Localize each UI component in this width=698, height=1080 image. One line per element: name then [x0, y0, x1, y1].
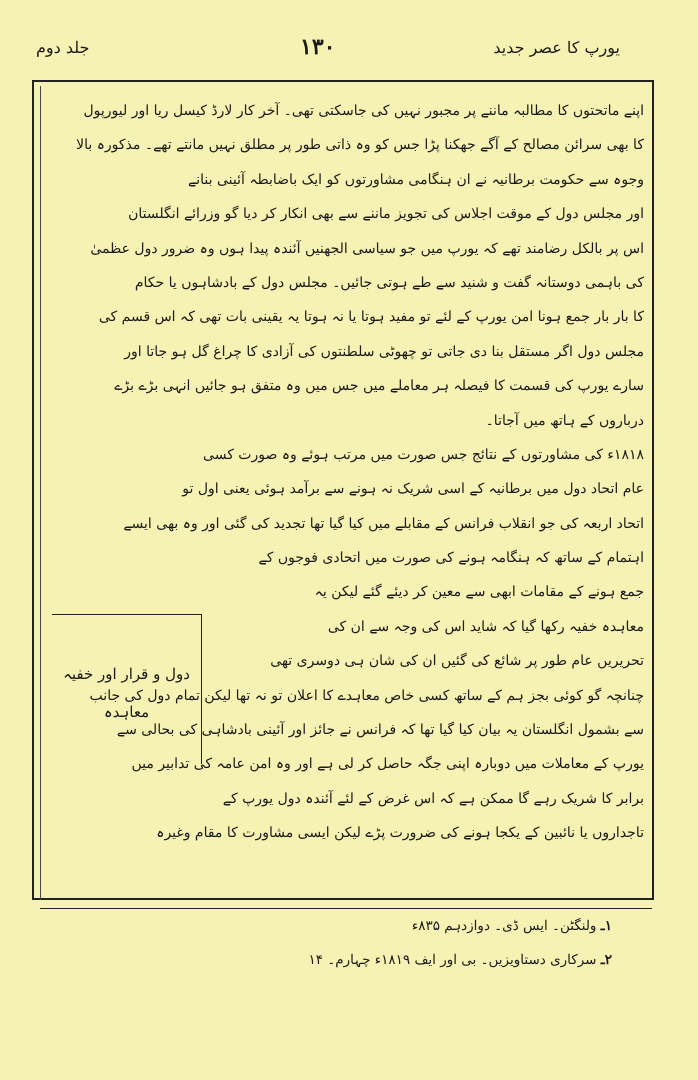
text-line: مجلس دول اگر مستقل بنا دی جاتی تو چھوٹی سلطنتوں کی آزادی کا چراغ گل ہو جاتا اور [124, 343, 644, 360]
text-line: سے بشمول انگلستان یہ بیان کیا گیا تھا کہ فرانس نے جائز اور آئینی بادشاہی کی بحالی سے [116, 722, 644, 739]
text-line: سارے یورپ کی قسمت کا فیصلہ ہر معاملے میں جس میں وہ متفق ہو جائیں انہی بڑے بڑے [114, 378, 644, 395]
footnote [40, 943, 652, 977]
footnote-mark: ۱ـ [600, 918, 612, 934]
text-line: اس پر بالکل رضامند تھے کہ یورپ میں جو سیاسی الجھنیں آئندہ پیدا ہوں وہ ضرور دول عظمیٰ [90, 240, 644, 257]
text-line: تاجداروں یا نائبین کے یکجا ہونے کی ضرورت پڑے لیکن ایسی مشاورت کا مقام وغیرہ [156, 825, 644, 842]
text-line: کا بھی سرائن مصالح کے آگے جھکنا پڑا جس کو وہ ذاتی طور پر مطلق نہیں مانتے تھے۔ مذکورہ بالا [76, 137, 644, 154]
text-line: اپنے ماتحتوں کا مطالبہ ماننے پر مجبور نہیں کی جاسکتی تھی۔ آخر کار لارڈ کیسل ریا اور لیورپول [83, 103, 644, 119]
text-line: وجوہ سے حکومت برطانیہ نے ان ہنگامی مشاورتوں کو ایک باضابطہ آئینی بنانے [188, 171, 644, 188]
book-title: یورپ کا عصر جدید [493, 38, 620, 57]
text-line: درباروں کے ہاتھ میں آجاتا۔ [485, 412, 644, 429]
footnote-mark: ۲ـ [600, 952, 612, 968]
volume-label: جلد دوم [36, 38, 90, 57]
footnotes [40, 908, 652, 989]
marginal-note [52, 614, 202, 764]
text-line: کا بار بار جمع ہونا امن یورپ کے لئے تو مفید ہوتا یا نہ ہوتا یہ یقینی بات تھی کہ اس قسم کی [98, 309, 644, 326]
text-line: اتحاد اربعہ کی جو انقلاب فرانس کے مقابلے میں کیا گیا تھا تجدید کی گئی اور وہ بھی ایسے [123, 515, 644, 532]
text-line: اہتمام کے ساتھ کہ ہنگامہ ہونے کی صورت میں اتحادی فوجوں کے [258, 550, 644, 567]
footnote [40, 909, 652, 943]
text-line: معاہدہ خفیہ رکھا گیا کہ شاید اس کی وجہ سے ان کی [327, 618, 644, 635]
text-line: یورپ کے معاملات میں دوبارہ اپنی جگہ حاصل کر لی ہے اور وہ امن عامہ کی تدابیر میں [131, 756, 644, 773]
text-line: برابر کا شریک رہے گا ممکن ہے کہ اس غرض کے لئے آئندہ دول یورپ کے [222, 790, 644, 807]
page-header [0, 34, 698, 68]
text-line: اور مجلس دول کے موقت اجلاس کی تجویز ماننے سے بھی انکار کر دیا گو وزرائے انگلستان [128, 206, 644, 223]
footnote-text: ولنگٹن۔ ایس ڈی۔ دوازدہم ۸۳۵ء [411, 918, 597, 934]
text-line: کی باہمی دوستانہ گفت و شنید سے طے ہوتی جائیں۔ مجلس دول کے بادشاہوں یا حکام [134, 274, 644, 291]
marginal-note-line: معاہدہ [103, 703, 150, 721]
text-line: چنانچہ گو کوئی بجز ہم کے ساتھ کسی خاص معاہدے کا اعلان تو نہ تھا لیکن تمام دول کی جانب [89, 687, 644, 704]
text-line: ۱۸۱۸ء کی مشاورتوں کے نتائج جس صورت میں مرتب ہوئے وہ صورت کسی [203, 446, 644, 463]
text-line: تحریریں عام طور پر شائع کی گئیں ان کی شان ہی دوسری تھی [270, 653, 644, 670]
text-frame [32, 80, 654, 900]
body-text [44, 94, 644, 851]
text-line: جمع ہونے کے مقامات ابھی سے معین کر دیئے گئے لیکن یہ [314, 584, 644, 601]
footnote-text: سرکاری دستاویزیں۔ بی اور ایف ۱۸۱۹ء چہارم۔ ۱۴ [308, 952, 597, 968]
text-line: عام اتحاد دول میں برطانیہ کے اسی شریک نہ ہونے سے برآمد ہوئی یعنی اول تو [182, 481, 644, 498]
marginal-note-line: دول و قرار اور خفیہ [63, 665, 190, 683]
page-number: ۱۳۰ [300, 34, 336, 60]
